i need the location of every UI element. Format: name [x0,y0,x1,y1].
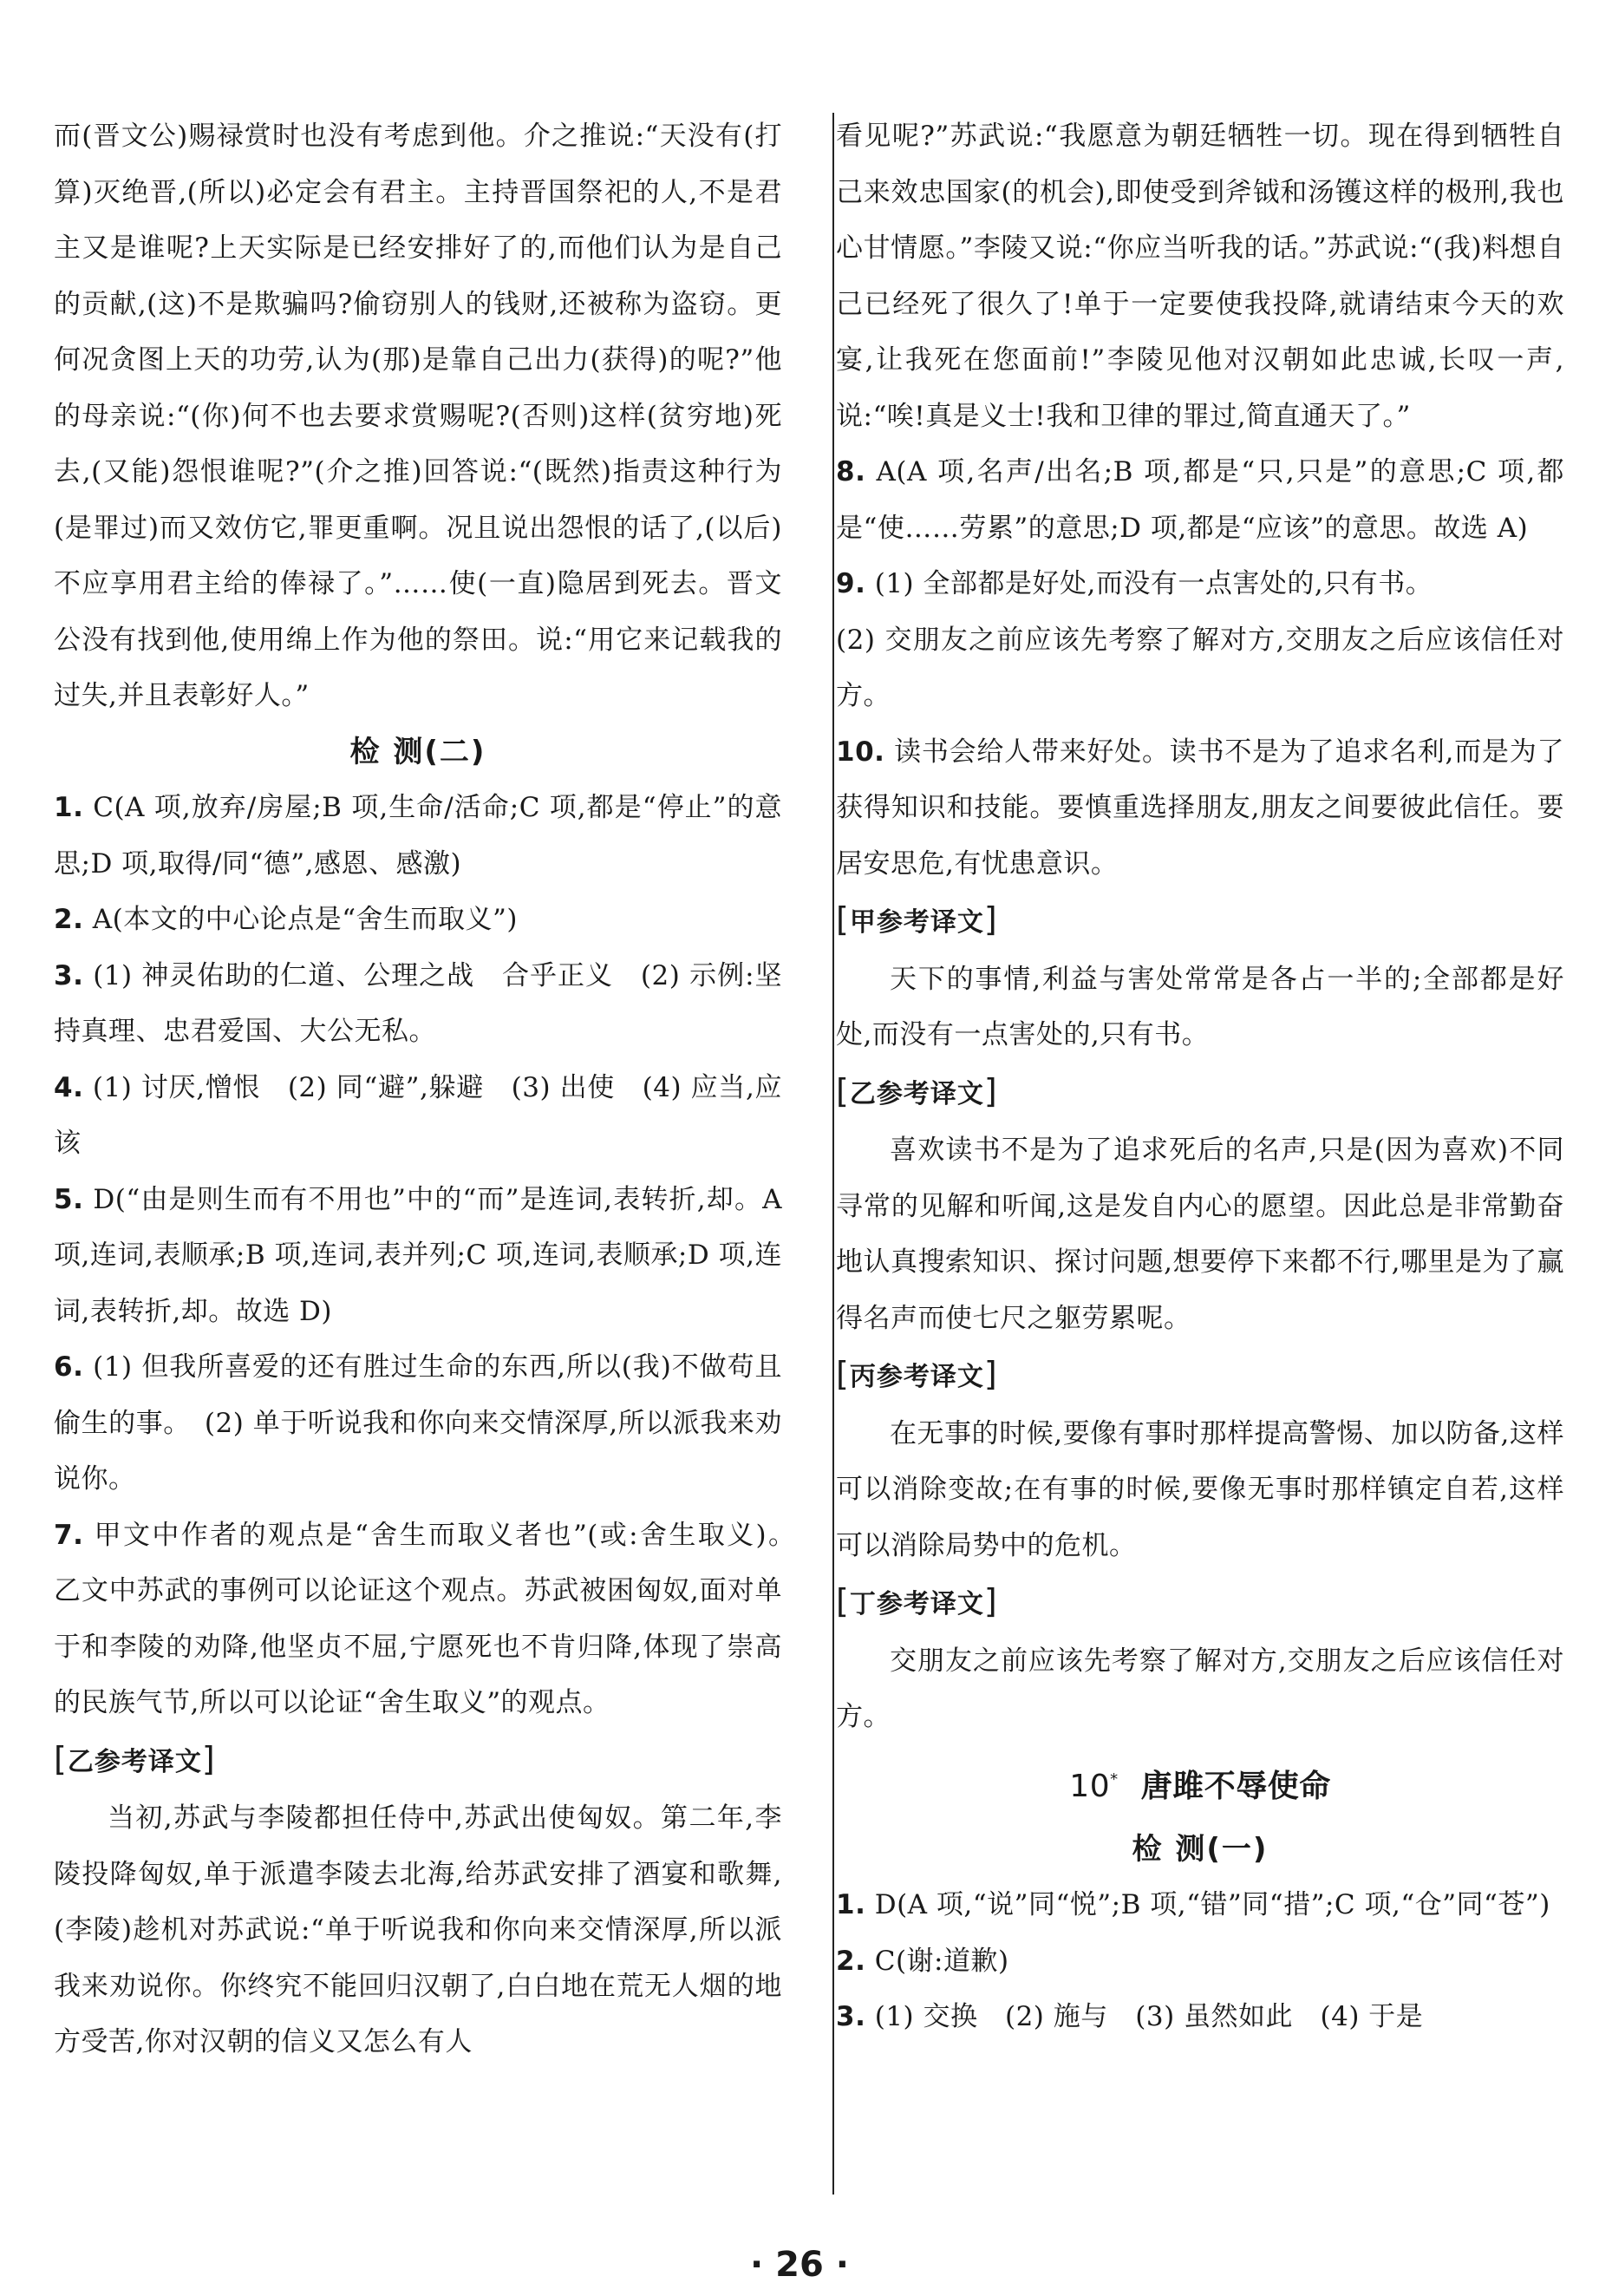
item-number: 8. [836,456,866,487]
item-text: D(“由是则生而有不用也”中的“而”是连词,表转折,却。A 项,连词,表顺承;B 项,连词,表并列;C 项,连词,表顺承;D 项,连词,表转折,却。故选 D) [54,1183,783,1327]
answer-item [54,948,782,1060]
left-column [54,108,810,2070]
lesson-number: 10 [1069,1768,1111,1804]
answer-item [836,1933,1564,1990]
item-text: 甲文中作者的观点是“舍生而取义者也”(或:舍生取义)。 乙文中苏武的事例可以论证这个观点。苏武被困匈奴,面对单于和李陵的劝降,他坚贞不屈,宁愿死也不肯归降,体现了崇高的民族气节,所以可以论证“舍生取义”的观点。 [54,1519,810,1718]
item-number: 6. [54,1351,84,1383]
answer-item [836,1989,1564,2045]
item-text: C(A 项,放弃/房屋;B 项,生命/活命;C 项,都是“停止”的意思;D 项,取得/同“德”,感恩、感激) [54,792,782,880]
page-number: · 26 · [750,2245,849,2285]
item-number: 3. [54,959,84,991]
item-number: 1. [836,1889,866,1920]
right-column [836,108,1564,2045]
tag-label: 丙参考译文 [849,1362,984,1392]
translation-paragraph: 在无事的时候,要像有事时那样提高警惕、加以防备,这样可以消除变故;在有事的时候,要像无事时那样镇定自若,这样可以消除局势中的危机。 [836,1417,1564,1561]
item-text: (2) 交朋友之前应该先考察了解对方,交朋友之后应该信任对方。 [836,624,1564,711]
section-heading: 检 测(一) [1132,1831,1269,1867]
item-text: (1) 全部都是好处,而没有一点害处的,只有书。 [874,568,1433,599]
translation-tag: [乙参考译文] [54,1739,216,1778]
translation-tag: [乙参考译文] [836,1071,998,1110]
translation-paragraph: 而(晋文公)赐禄赏时也没有考虑到他。介之推说:“天没有(打算)灭绝晋,(所以)必定会有君主。主持晋国祭祀的人,不是君主又是谁呢?上天实际是已经安排好了的,而他们认为是自己的贡献,(这)不是欺骗吗?偷窃别人的钱财,还被称为盗窃。更何况贪图上天的功劳,认为(那)是靠自己出力(获得)的呢?”他的母亲说:“(你)何不也去要求赏赐呢?(否则)这样(贫穷地)死去,(又能)怨恨谁呢?”(介之推)回答说:“(既然)指责这种行为(是罪过)而又效仿它,罪更重啊。况且说出怨恨的话了,(以后)不应享用君主给的俸禄了。”……使(一直)隐居到死去。晋文公没有找到他,使用绵上作为他的祭田。说:“用它来记载我的过失,并且表彰好人。” [54,121,782,711]
translation-paragraph: 天下的事情,利益与害处常常是各占一半的;全部都是好处,而没有一点害处的,只有书。 [836,963,1564,1050]
section-heading: 检 测(二) [349,734,486,769]
tag-label: 甲参考译文 [849,907,984,938]
translation-tag: [丙参考译文] [836,1355,998,1393]
answer-item [836,444,1564,556]
item-text: 读书会给人带来好处。读书不是为了追求名利,而是为了获得知识和技能。要慎重选择朋友,朋友之间要彼此信任。要居安思危,有忧患意识。 [836,736,1564,880]
item-number: 1. [54,792,84,823]
answer-item [54,1060,782,1172]
answer-item [54,1339,782,1508]
item-number: 10. [836,736,885,768]
column-divider [832,113,834,2195]
item-text: (1) 交换 (2) 施与 (3) 虽然如此 (4) 于是 [874,2001,1424,2032]
answer-item [54,892,782,948]
lesson-title [836,1745,1564,1822]
translation-paragraph: 看见呢?”苏武说:“我愿意为朝廷牺牲一切。现在得到牺牲自己来效忠国家(的机会),即使受到斧钺和汤镬这样的极刑,我也心甘情愿。”李陵又说:“你应当听我的话。”苏武说:“(我)料想自己已经死了很久了!单于一定要使我投降,就请结束今天的欢宴,让我死在您面前!”李陵见他对汉朝如此忠诚,长叹一声,说:“唉!真是义士!我和卫律的罪过,简直通天了。” [836,121,1564,432]
translation-tag: [丁参考译文] [836,1582,998,1620]
lesson-mark: * [1110,1769,1119,1789]
item-text: A(A 项,名声/出名;B 项,都是“只,只是”的意思;C 项,都是“使……劳累”的意思;D 项,都是“应该”的意思。故选 A) [836,456,1565,544]
item-number: 4. [54,1071,84,1103]
answer-item [836,556,1564,612]
answer-item [54,1508,810,1731]
lesson-title-text: 唐雎不辱使命 [1140,1768,1331,1804]
item-number: 2. [54,904,84,935]
tag-label: 丁参考译文 [849,1589,984,1619]
answer-item [836,724,1564,893]
item-text: (1) 神灵佑助的仁道、公理之战 合乎正义 (2) 示例:坚持真理、忠君爱国、大公无私。 [54,959,782,1047]
answer-item [54,1172,782,1340]
item-text: C(谢:道歉) [874,1945,1009,1977]
item-text: (1) 讨厌,憎恨 (2) 同“避”,躲避 (3) 出使 (4) 应当,应该 [54,1071,782,1159]
answer-item [836,1877,1564,1933]
item-number: 9. [836,568,866,599]
answer-item [54,780,782,892]
translation-paragraph: 交朋友之前应该先考察了解对方,交朋友之后应该信任对方。 [836,1645,1564,1732]
item-number: 3. [836,2001,866,2032]
item-number: 5. [54,1183,84,1215]
item-number: 2. [836,1945,866,1977]
answer-item [836,612,1564,724]
item-text: D(A 项,“说”同“悦”;B 项,“错”同“措”;C 项,“仓”同“苍”) [874,1889,1550,1920]
tag-label: 乙参考译文 [849,1078,984,1109]
translation-tag: [甲参考译文] [836,900,998,939]
tag-label: 乙参考译文 [67,1746,202,1777]
translation-paragraph: 当初,苏武与李陵都担任侍中,苏武出使匈奴。第二年,李陵投降匈奴,单于派遣李陵去北海,给苏武安排了酒宴和歌舞,(李陵)趁机对苏武说:“单于听说我和你向来交情深厚,所以派我来劝说你。你终究不能回归汉朝了,白白地在荒无人烟的地方受苦,你对汉朝的信义又怎么有人 [54,1802,782,2057]
translation-paragraph: 喜欢读书不是为了追求死后的名声,只是(因为喜欢)不同寻常的见解和听闻,这是发自内心的愿望。因此总是非常勤奋地认真搜索知识、探讨问题,想要停下来都不行,哪里是为了赢得名声而使七尺之躯劳累呢。 [836,1135,1564,1334]
item-text: A(本文的中心论点是“舍生而取义”) [92,904,518,935]
item-text: (1) 但我所喜爱的还有胜过生命的东西,所以(我)不做苟且偷生的事。 (2) 单于听说我和你向来交情深厚,所以派我来劝说你。 [54,1351,782,1495]
item-number: 7. [54,1519,84,1551]
